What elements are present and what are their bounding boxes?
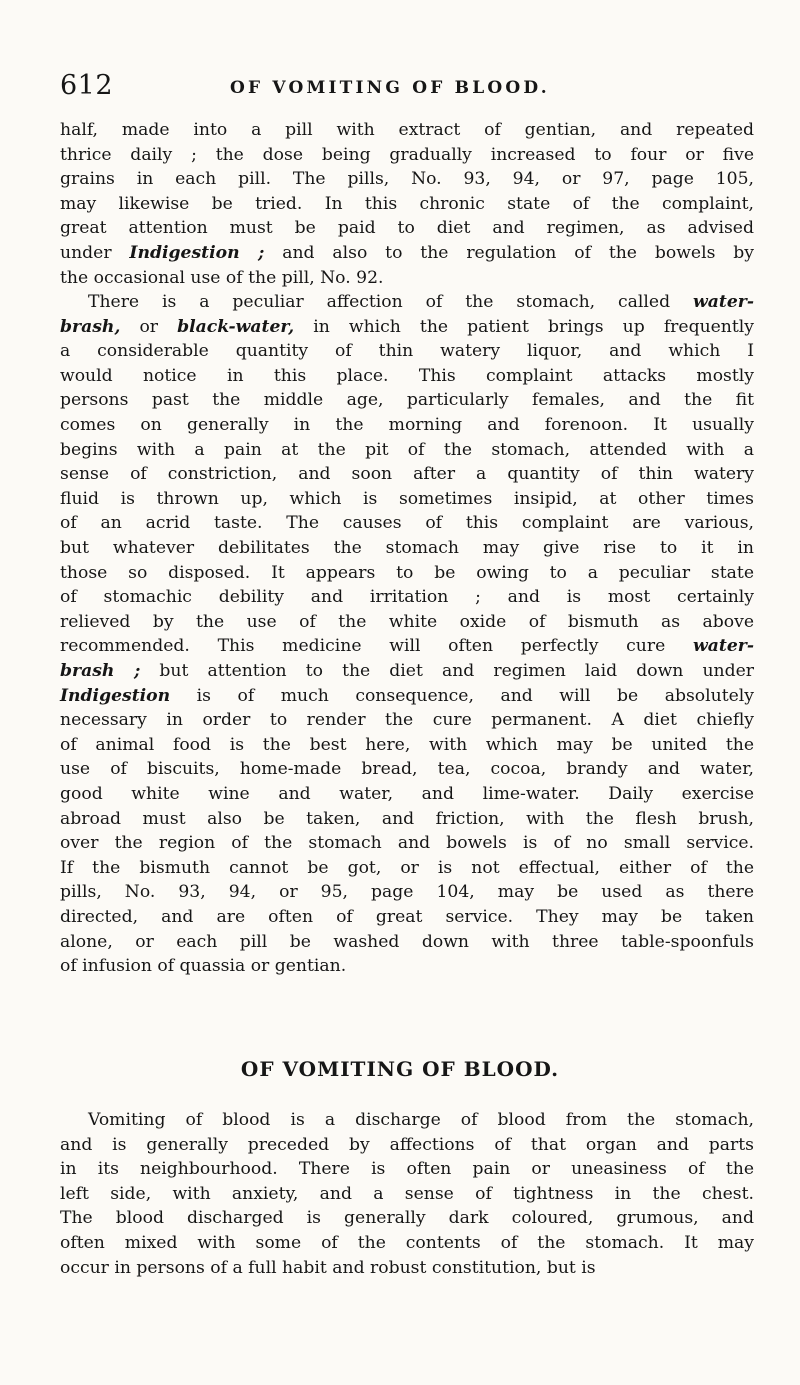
text-segment: There is a peculiar affection of the stomach, called [88,292,693,312]
text-line: often mixed with some of the contents of the stomach. It may [60,1233,754,1253]
italic-term: water- [693,292,754,312]
text-line: persons past the middle age, particularly females, and the fit [60,390,754,411]
text-line: may likewise be tried. In this chronic state of the complaint, [60,193,754,214]
text-segment: is of much consequence, and will be absolutely [170,685,754,706]
text-line: fluid is thrown up, which is sometimes insipid, at other times [60,488,754,509]
text-line: would notice in this place. This complaint attacks mostly [60,365,754,386]
text-line: good white wine and water, and lime-water. Daily exercise [60,784,754,804]
text-line [60,659,754,684]
text-line: use of biscuits, home-made bread, tea, cocoa, brandy and water, [60,759,754,780]
text-line: directed, and are often of great service. They may be taken [60,907,754,927]
running-head [60,70,760,110]
text-line: of stomachic debility and irritation ; and is most certainly [60,587,754,608]
text-line: sense of constriction, and soon after a quantity of thin watery [60,464,754,485]
text-line [60,634,754,659]
text-line [60,684,754,709]
text-segment: and also to the regulation of the bowels by [264,243,754,263]
text-line: relieved by the use of the white oxide of bismuth as above [60,611,754,632]
text-line: of infusion of quassia or gentian. [60,956,347,977]
text-line: grains in each pill. The pills, No. 93, 94, or 97, page 105, [60,169,754,190]
text-line: Vomiting of blood is a discharge of blood from the stomach, [88,1110,754,1130]
text-line: in its neighbourhood. There is often pain or uneasiness of the [60,1159,754,1180]
italic-term: black-water, [177,316,295,337]
text-line: pills, No. 93, 94, or 95, page 104, may be used as there [60,882,754,903]
text-line: necessary in order to render the cure permanent. A diet chiefly [60,710,754,731]
text-line: alone, or each pill be washed down with three table-spoonfuls [60,931,754,952]
text-line: The blood discharged is generally dark coloured, grumous, and [60,1208,754,1229]
text-segment: in which the patient brings up frequently [294,316,754,337]
text-line: over the region of the stomach and bowels is of no small service. [60,833,754,854]
text-line: a considerable quantity of thin watery liquor, and which I [60,341,754,362]
italic-term: brash ; [60,661,141,681]
page-number: 612 [60,70,114,101]
italic-term: water- [693,636,754,657]
text-line: those so disposed. It appears to be owing to a peculiar state [60,562,754,583]
text-line: begins with a pain at the pit of the stomach, attended with a [60,439,754,460]
text-line [88,290,754,315]
text-line: of animal food is the best here, with which may be united the [60,734,754,755]
text-line: half, made into a pill with extract of gentian, and repeated [60,120,754,140]
text-segment: recommended. This medicine will often perfectly cure [60,636,693,657]
text-line: and is generally preceded by affections of that organ and parts [60,1134,754,1155]
running-title: OF VOMITING OF BLOOD. [230,78,550,98]
text-line: thrice daily ; the dose being gradually increased to four or five [60,144,754,165]
italic-term: Indigestion [60,685,171,706]
text-line: comes on generally in the morning and forenoon. It usually [60,415,754,435]
text-line: the occasional use of the pill, No. 92. [60,267,384,288]
text-line [60,241,754,266]
text-segment: under [60,243,130,263]
text-line: of an acrid taste. The causes of this complaint are various, [60,513,754,534]
text-line: occur in persons of a full habit and robust constitution, but is [60,1257,596,1278]
text-segment: or [120,316,178,337]
text-line: but whatever debilitates the stomach may give rise to it in [60,538,754,558]
text-line: If the bismuth cannot be got, or is not effectual, either of the [60,857,754,878]
italic-term: brash, [60,316,121,337]
text-segment: but attention to the diet and regimen laid down under [140,661,754,681]
italic-term: Indigestion ; [129,243,265,263]
text-line: left side, with anxiety, and a sense of tightness in the chest. [60,1183,754,1204]
text-line: abroad must also be taken, and friction, with the flesh brush, [60,808,754,829]
text-line [60,315,754,340]
text-line: great attention must be paid to diet and regimen, as advised [60,218,754,239]
section-heading: OF VOMITING OF BLOOD. [240,1057,560,1081]
